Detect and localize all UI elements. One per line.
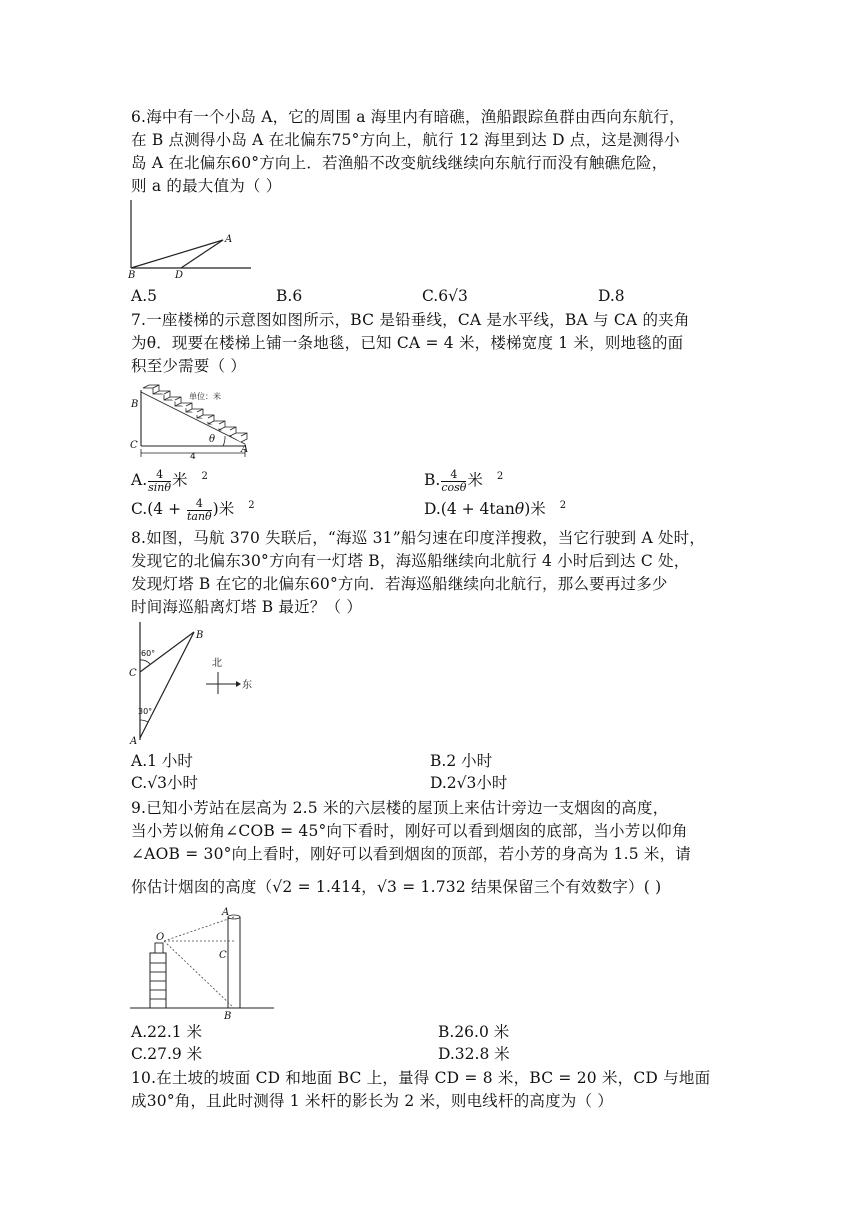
point-label-o: O [156, 932, 165, 943]
point-label-a: A [225, 234, 233, 245]
north-label: 北 [212, 658, 222, 669]
question-text-line: 时间海巡船离灯塔 B 最近？（ ） [131, 598, 363, 616]
option-c[interactable]: C.√3小时 [131, 774, 198, 792]
point-label-d: D [175, 270, 184, 281]
question-text-line: 在 B 点测得小岛 A 在北偏东75°方向上，航行 12 海里到达 D 点，这是测得小 [131, 131, 680, 149]
option-d[interactable]: D.2√3小时 [430, 774, 508, 792]
option-c[interactable]: C.(4 + $\frac{4}{\tan\theta}$ )米 $^2$ [131, 496, 255, 523]
question-text-line: 成30°角，且此时测得 1 米杆的影长为 2 米，则电线杆的高度为（ ） [131, 1092, 614, 1110]
point-label-b: B [131, 399, 139, 410]
east-label: 东 [242, 680, 252, 691]
point-label-b: B [224, 1011, 232, 1022]
question-text-line: 则 a 的最大值为（ ） [131, 177, 282, 195]
option-c[interactable]: C.6√3 [422, 287, 468, 305]
angle-label-30: 30° [138, 707, 153, 716]
option-a[interactable]: A. $\frac{4}{\sin\theta}$ 米 $^2$ [131, 467, 208, 494]
option-d[interactable]: D.(4 + 4tanθ)米 $^2$ [424, 500, 567, 519]
option-d[interactable]: D.8 [598, 287, 625, 305]
option-b[interactable]: B.26.0 米 [438, 1023, 510, 1041]
point-label-a: A [241, 444, 249, 455]
point-label-c: C [129, 668, 137, 679]
unit-label: 单位：米 [189, 392, 221, 401]
island-figure [126, 198, 256, 280]
point-label-c: C [219, 950, 227, 961]
question-text-line: 6.海中有一个小岛 A，它的周围 a 海里内有暗礁，渔船跟踪鱼群由西向东航行， [131, 108, 685, 126]
question-text-line: ∠AOB = 30°向上看时，刚好可以看到烟囱的顶部，若小芳的身高为 1.5 米，请 [131, 845, 691, 863]
point-label-b: B [128, 270, 136, 281]
question-text-line: 发现它的北偏东30°方向有一灯塔 B，海巡船继续向北航行 4 小时后到达 C 处， [131, 552, 690, 570]
question-text-line: 8.如图，马航 370 失联后，“海巡 31”船匀速在印度洋搜救，当它行驶到 A 处时， [131, 529, 706, 547]
option-a[interactable]: A.1 小时 [131, 752, 193, 770]
question-text-line: 9.已知小芳站在层高为 2.5 米的六层楼的屋顶上来估计旁边一支烟囱的高度， [131, 799, 669, 817]
option-c[interactable]: C.27.9 米 [131, 1045, 203, 1063]
option-a[interactable]: A.22.1 米 [131, 1023, 203, 1041]
option-a[interactable]: A.5 [131, 287, 157, 305]
question-text-line: 10.在土坡的坡面 CD 和地面 BC 上，量得 CD = 8 米，BC = 20 米，CD 与地面 [131, 1069, 711, 1087]
angle-label-60: 60° [141, 649, 156, 658]
question-text-line: 为θ．现要在楼梯上铺一条地毯，已知 CA = 4 米，楼梯宽度 1 米，则地毯的面 [131, 334, 684, 352]
point-label-b: B [196, 630, 204, 641]
compass-icon [206, 657, 252, 694]
option-d[interactable]: D.32.8 米 [438, 1045, 510, 1063]
angle-label-theta: θ [209, 434, 216, 445]
question-text-line: 岛 A 在北偏东60°方向上．若渔船不改变航线继续向东航行而没有触礁危险， [131, 154, 668, 172]
lighthouse-figure [126, 620, 266, 746]
point-label-c: C [130, 440, 138, 451]
question-text-line: 你估计烟囱的高度（√2 = 1.414，√3 = 1.732 结果保留三个有效数字）( ) [131, 878, 662, 896]
length-label: 4 [190, 452, 196, 462]
option-b[interactable]: B.2 小时 [430, 752, 493, 770]
question-text-line: 当小芳以俯角∠COB = 45°向下看时，刚好可以看到烟囱的底部，当小芳以仰角 [131, 822, 688, 840]
question-text-line: 发现灯塔 B 在它的北偏东60°方向．若海巡船继续向北航行，那么要再过多少 [131, 575, 668, 593]
chimney-figure [128, 905, 276, 1023]
question-text-line: 积至少需要（ ） [131, 357, 247, 375]
point-label-a: A [130, 736, 138, 747]
point-label-a: A [222, 907, 230, 918]
question-text-line: 7.一座楼梯的示意图如图所示，BC 是铅垂线，CA 是水平线，BA 与 CA 的夹角 [131, 311, 690, 329]
option-b[interactable]: B.6 [276, 287, 303, 305]
stairs-figure [127, 380, 253, 460]
option-b[interactable]: B. $\frac{4}{\cos\theta}$ 米 $^2$ [424, 467, 504, 494]
